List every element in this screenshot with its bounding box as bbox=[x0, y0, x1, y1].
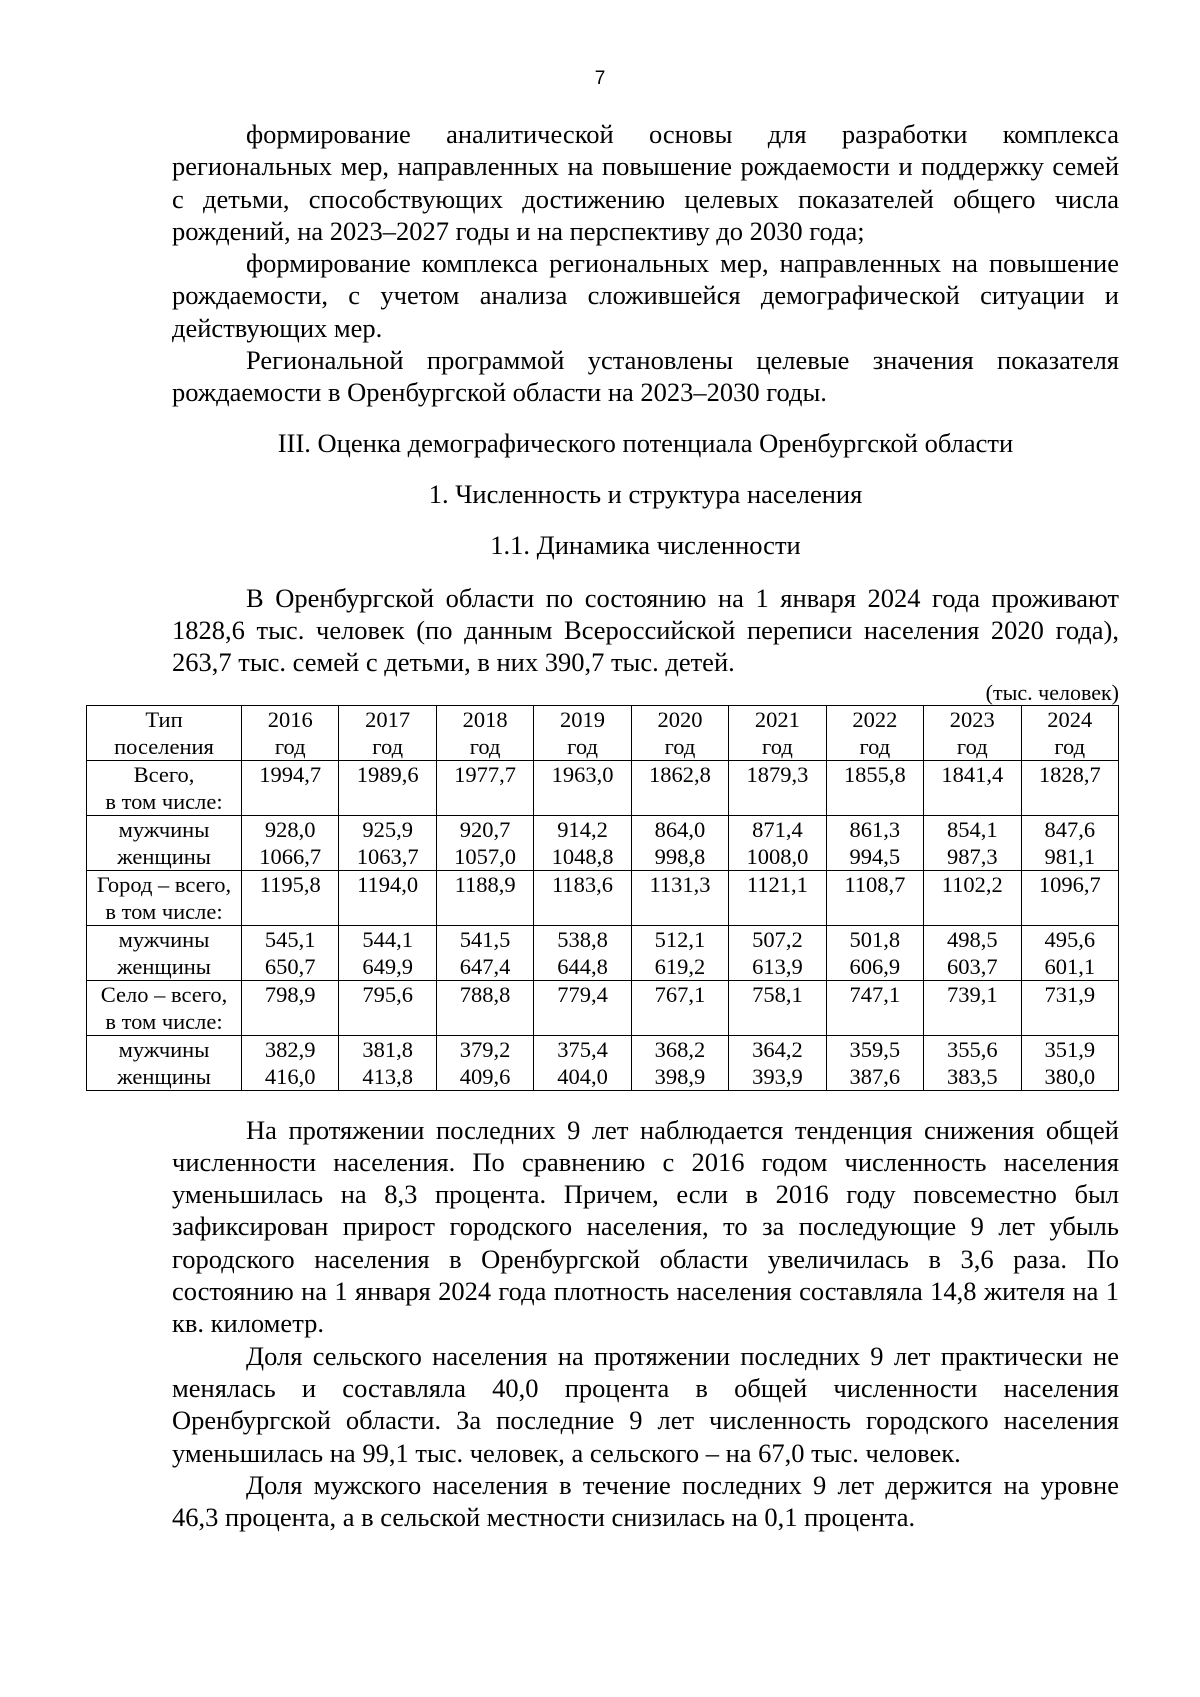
cell-value: 1121,1 bbox=[746, 871, 808, 897]
cell-value: 914,2 bbox=[557, 816, 608, 842]
table-cell bbox=[1021, 980, 1119, 1035]
table-cell bbox=[339, 1035, 436, 1090]
cell-value bbox=[343, 788, 431, 815]
row-label: мужчины bbox=[118, 816, 210, 842]
table-cell bbox=[826, 870, 923, 925]
header-cell-year bbox=[534, 705, 631, 760]
table-cell bbox=[1021, 870, 1119, 925]
cell-value: 1008,0 bbox=[746, 843, 809, 869]
paragraph-analytic-basis: формирование аналитической основы для разработки комплекса региональных мер, направленных на повышение рождаемости и поддержку семей с детьми, способствующих достижению целевых показателей общего числа рождений, на 2023–2027 годы и на перспективу до 2030 года; bbox=[172, 119, 1119, 246]
cell-value: 498,5 bbox=[946, 926, 998, 952]
header-year-suffix: год bbox=[956, 733, 988, 759]
row-label: в том числе: bbox=[105, 1008, 223, 1034]
row-label: в том числе: bbox=[105, 898, 223, 924]
cell-value bbox=[246, 1008, 334, 1035]
table-cell bbox=[729, 815, 826, 870]
cell-value: 1194,0 bbox=[357, 871, 419, 897]
cell-value: 647,4 bbox=[459, 953, 511, 979]
table-cell bbox=[924, 760, 1021, 815]
cell-value: 381,8 bbox=[362, 1036, 413, 1062]
cell-value: 1066,7 bbox=[259, 843, 322, 869]
header-year-suffix: год bbox=[1054, 733, 1086, 759]
cell-value: 994,5 bbox=[849, 843, 901, 869]
row-label: Всего, bbox=[133, 761, 195, 787]
cell-value: 1131,3 bbox=[649, 871, 711, 897]
cell-value: 538,8 bbox=[557, 926, 608, 952]
cell-value: 379,2 bbox=[459, 1036, 511, 1062]
cell-value: 998,8 bbox=[654, 843, 706, 869]
header-year-suffix: год bbox=[664, 733, 696, 759]
header-year-suffix: год bbox=[567, 733, 598, 759]
table-cell bbox=[534, 980, 631, 1035]
header-label-line-2: поселения bbox=[114, 733, 214, 759]
cell-value: 1828,7 bbox=[1038, 761, 1101, 787]
cell-value bbox=[1026, 788, 1115, 815]
header-cell-settlement-type bbox=[87, 705, 242, 760]
table-cell bbox=[436, 925, 533, 980]
cell-value: 925,9 bbox=[362, 816, 413, 842]
cell-value: 351,9 bbox=[1044, 1036, 1096, 1062]
table-cell bbox=[534, 870, 631, 925]
cell-value: 382,9 bbox=[264, 1036, 316, 1062]
cell-value: 864,0 bbox=[654, 816, 706, 842]
table-cell bbox=[339, 815, 436, 870]
table-cell bbox=[729, 925, 826, 980]
cell-value: 731,9 bbox=[1044, 981, 1096, 1007]
cell-value bbox=[246, 788, 334, 815]
cell-value: 359,5 bbox=[849, 1036, 901, 1062]
table-cell bbox=[631, 980, 728, 1035]
table-cell bbox=[826, 980, 923, 1035]
subsubsection-heading: 1.1. Динамика численности bbox=[490, 529, 801, 560]
table-cell bbox=[924, 815, 1021, 870]
table-row bbox=[87, 925, 1119, 980]
row-label: в том числе: bbox=[105, 788, 223, 814]
table-cell bbox=[436, 1035, 533, 1090]
table-cell bbox=[826, 815, 923, 870]
row-label-cell bbox=[87, 870, 242, 925]
table-cell bbox=[924, 1035, 1021, 1090]
cell-value: 1183,6 bbox=[552, 871, 614, 897]
header-year: 2024 bbox=[1047, 706, 1093, 732]
row-label-cell bbox=[87, 925, 242, 980]
cell-value: 987,3 bbox=[946, 843, 998, 869]
cell-value: 1057,0 bbox=[454, 843, 517, 869]
cell-value: 375,4 bbox=[557, 1036, 608, 1062]
table-cell bbox=[924, 870, 1021, 925]
table-cell bbox=[729, 980, 826, 1035]
cell-value: 739,1 bbox=[946, 981, 998, 1007]
cell-value: 644,8 bbox=[557, 953, 608, 979]
table-row bbox=[87, 980, 1119, 1035]
paragraph-male-share: Доля мужского населения в течение последних 9 лет держится на уровне 46,3 процента, а в сельской местности снизилась на 0,1 процента. bbox=[172, 1469, 1119, 1533]
cell-value: 650,7 bbox=[264, 953, 316, 979]
table-cell bbox=[729, 760, 826, 815]
cell-value: 747,1 bbox=[849, 981, 901, 1007]
cell-value: 355,6 bbox=[946, 1036, 998, 1062]
cell-value bbox=[343, 1008, 431, 1035]
table-row bbox=[87, 760, 1119, 815]
table-cell bbox=[1021, 1035, 1119, 1090]
cell-value: 1994,7 bbox=[259, 761, 322, 787]
table-cell bbox=[534, 760, 631, 815]
table-cell bbox=[242, 870, 339, 925]
header-year: 2019 bbox=[560, 706, 606, 732]
cell-value bbox=[441, 1008, 529, 1035]
table-cell bbox=[242, 1035, 339, 1090]
cell-value: 1048,8 bbox=[551, 843, 614, 869]
cell-value: 541,5 bbox=[459, 926, 511, 952]
paragraph-target-values: Региональной программой установлены целевые значения показателя рождаемости в Оренбургской области на 2023–2030 годы. bbox=[172, 345, 1119, 408]
cell-value: 501,8 bbox=[849, 926, 901, 952]
cell-value bbox=[636, 1008, 724, 1035]
table-cell bbox=[826, 925, 923, 980]
population-table bbox=[86, 705, 1119, 1091]
row-label-cell bbox=[87, 980, 242, 1035]
row-label-cell bbox=[87, 815, 242, 870]
table-cell bbox=[534, 815, 631, 870]
cell-value bbox=[928, 1008, 1016, 1035]
header-year-suffix: год bbox=[469, 733, 501, 759]
cell-value bbox=[538, 788, 626, 815]
header-year: 2018 bbox=[462, 706, 508, 732]
table-cell bbox=[534, 925, 631, 980]
cell-value: 758,1 bbox=[752, 981, 803, 1007]
cell-value: 1862,8 bbox=[649, 761, 711, 787]
row-label-cell bbox=[87, 1035, 242, 1090]
cell-value: 788,8 bbox=[459, 981, 511, 1007]
cell-value: 1108,7 bbox=[844, 871, 906, 897]
cell-value bbox=[928, 788, 1016, 815]
table-cell bbox=[729, 1035, 826, 1090]
cell-value bbox=[636, 788, 724, 815]
cell-value bbox=[733, 788, 821, 815]
section-heading: III. Оценка демографического потенциала Оренбургской области bbox=[277, 427, 1014, 458]
paragraph-population-intro: В Оренбургской области по состоянию на 1 января 2024 года проживают 1828,6 тыс. человек (по данным Всероссийской переписи населения 2020 года), 263,7 тыс. семей с детьми, в них 390,7 тыс. детей. bbox=[172, 582, 1119, 678]
cell-value: 767,1 bbox=[654, 981, 706, 1007]
cell-value: 416,0 bbox=[264, 1063, 316, 1089]
header-year: 2022 bbox=[852, 706, 898, 732]
header-year-suffix: год bbox=[859, 733, 891, 759]
table-cell bbox=[729, 870, 826, 925]
cell-value: 1102,2 bbox=[941, 871, 1003, 897]
cell-value: 364,2 bbox=[752, 1036, 803, 1062]
cell-value: 1855,8 bbox=[843, 761, 906, 787]
cell-value: 368,2 bbox=[654, 1036, 706, 1062]
table-cell bbox=[242, 980, 339, 1035]
header-year: 2021 bbox=[754, 706, 800, 732]
cell-value bbox=[441, 898, 529, 925]
cell-value: 920,7 bbox=[459, 816, 511, 842]
cell-value: 380,0 bbox=[1044, 1063, 1096, 1089]
cell-value: 507,2 bbox=[752, 926, 803, 952]
row-label-cell bbox=[87, 760, 242, 815]
table-cell bbox=[436, 760, 533, 815]
cell-value: 512,1 bbox=[654, 926, 706, 952]
table-row bbox=[87, 815, 1119, 870]
cell-value bbox=[831, 1008, 919, 1035]
cell-value: 1977,7 bbox=[454, 761, 517, 787]
cell-value: 847,6 bbox=[1044, 816, 1096, 842]
table-cell bbox=[631, 760, 728, 815]
row-label: мужчины bbox=[118, 926, 210, 952]
table-cell bbox=[826, 760, 923, 815]
cell-value bbox=[831, 788, 919, 815]
cell-value: 544,1 bbox=[362, 926, 413, 952]
table-row bbox=[87, 870, 1119, 925]
cell-value: 404,0 bbox=[557, 1063, 608, 1089]
cell-value: 495,6 bbox=[1044, 926, 1096, 952]
cell-value: 619,2 bbox=[654, 953, 706, 979]
cell-value bbox=[343, 898, 431, 925]
table-cell bbox=[924, 980, 1021, 1035]
table-cell bbox=[631, 870, 728, 925]
cell-value bbox=[733, 1008, 821, 1035]
header-year: 2023 bbox=[949, 706, 995, 732]
cell-value: 871,4 bbox=[752, 816, 803, 842]
header-cell-year bbox=[729, 705, 826, 760]
cell-value: 383,5 bbox=[946, 1063, 998, 1089]
cell-value: 603,7 bbox=[946, 953, 998, 979]
table-cell bbox=[631, 925, 728, 980]
table-cell bbox=[826, 1035, 923, 1090]
table-cell bbox=[436, 815, 533, 870]
row-label: женщины bbox=[117, 953, 211, 979]
table-cell bbox=[242, 815, 339, 870]
row-label: Село – всего, bbox=[100, 981, 228, 1007]
table-cell bbox=[631, 815, 728, 870]
cell-value: 928,0 bbox=[264, 816, 316, 842]
header-cell-year bbox=[631, 705, 728, 760]
table-cell bbox=[339, 760, 436, 815]
table-cell bbox=[436, 870, 533, 925]
paragraph-rural-share: Доля сельского населения на протяжении последних 9 лет практически не менялась и составляла 40,0 процента в общей численности населения Оренбургской области. За последние 9 лет численность городского населения уменьшилась на 99,1 тыс. человек, а сельского – на 67,0 тыс. человек. bbox=[172, 1340, 1119, 1468]
cell-value: 798,9 bbox=[264, 981, 316, 1007]
cell-value: 1063,7 bbox=[356, 843, 419, 869]
cell-value: 981,1 bbox=[1044, 843, 1096, 869]
table-cell bbox=[534, 1035, 631, 1090]
header-cell-year bbox=[924, 705, 1021, 760]
cell-value bbox=[636, 898, 724, 925]
table-header-row bbox=[87, 705, 1119, 760]
cell-value: 649,9 bbox=[362, 953, 413, 979]
cell-value bbox=[538, 898, 626, 925]
paragraph-population-trend: На протяжении последних 9 лет наблюдается тенденция снижения общей численности населения. По сравнению с 2016 годом численность населения уменьшилась на 8,3 процента. Причем, если в 2016 году повсеместно был зафиксирован прирост городского населения, то за последующие 9 лет убыль городского населения в Оренбургской области увеличилась в 3,6 раза. По состоянию на 1 января 2024 года плотность населения составляла 14,8 жителя на 1 кв. километр. bbox=[172, 1114, 1119, 1339]
header-year-suffix: год bbox=[372, 733, 404, 759]
table-cell bbox=[242, 760, 339, 815]
cell-value: 1963,0 bbox=[551, 761, 614, 787]
population-table-body bbox=[87, 705, 1119, 1090]
cell-value bbox=[246, 898, 334, 925]
row-label: женщины bbox=[117, 1063, 211, 1089]
cell-value: 1188,9 bbox=[454, 871, 516, 897]
document-body bbox=[96, 118, 1119, 1533]
header-year-suffix: год bbox=[762, 733, 793, 759]
cell-value: 861,3 bbox=[849, 816, 901, 842]
table-cell bbox=[339, 980, 436, 1035]
cell-value: 1195,8 bbox=[259, 871, 321, 897]
header-year: 2020 bbox=[657, 706, 703, 732]
cell-value: 779,4 bbox=[557, 981, 608, 1007]
cell-value: 413,8 bbox=[362, 1063, 413, 1089]
cell-value bbox=[441, 788, 529, 815]
cell-value: 545,1 bbox=[264, 926, 316, 952]
cell-value bbox=[1026, 1008, 1115, 1035]
header-year: 2017 bbox=[365, 706, 411, 732]
table-cell bbox=[924, 925, 1021, 980]
table-row bbox=[87, 1035, 1119, 1090]
table-unit-label: (тыс. человек) bbox=[985, 679, 1119, 705]
header-year: 2016 bbox=[267, 706, 313, 732]
row-label: мужчины bbox=[118, 1036, 210, 1062]
table-cell bbox=[339, 925, 436, 980]
cell-value: 1989,6 bbox=[356, 761, 419, 787]
cell-value: 1841,4 bbox=[941, 761, 1004, 787]
subsection-heading: 1. Численность и структура населения bbox=[428, 478, 863, 509]
header-year-suffix: год bbox=[274, 733, 306, 759]
cell-value: 387,6 bbox=[849, 1063, 901, 1089]
header-cell-year bbox=[339, 705, 436, 760]
header-cell-year bbox=[826, 705, 923, 760]
table-cell bbox=[1021, 925, 1119, 980]
cell-value: 1096,7 bbox=[1038, 871, 1101, 897]
cell-value bbox=[538, 1008, 626, 1035]
table-cell bbox=[1021, 815, 1119, 870]
header-cell-year bbox=[1021, 705, 1119, 760]
header-cell-year bbox=[242, 705, 339, 760]
table-cell bbox=[339, 870, 436, 925]
paragraph-measures-complex: формирование комплекса региональных мер, направленных на повышение рождаемости, с учетом анализа сложившейся демографической ситуации и действующих мер. bbox=[172, 248, 1119, 343]
cell-value: 393,9 bbox=[752, 1063, 803, 1089]
header-cell-year bbox=[436, 705, 533, 760]
cell-value: 613,9 bbox=[752, 953, 803, 979]
row-label: женщины bbox=[117, 843, 211, 869]
cell-value: 606,9 bbox=[849, 953, 901, 979]
cell-value: 601,1 bbox=[1044, 953, 1096, 979]
cell-value bbox=[733, 898, 821, 925]
cell-value: 409,6 bbox=[459, 1063, 511, 1089]
page-number: 7 bbox=[594, 68, 606, 89]
row-label: Город – всего, bbox=[96, 871, 232, 897]
cell-value: 854,1 bbox=[946, 816, 998, 842]
header-label-line-1: Тип bbox=[145, 706, 183, 732]
table-cell bbox=[242, 925, 339, 980]
cell-value bbox=[831, 898, 919, 925]
table-cell bbox=[1021, 760, 1119, 815]
cell-value: 795,6 bbox=[362, 981, 413, 1007]
cell-value bbox=[928, 898, 1016, 925]
cell-value: 1879,3 bbox=[746, 761, 809, 787]
cell-value: 398,9 bbox=[654, 1063, 706, 1089]
cell-value bbox=[1026, 898, 1115, 925]
table-cell bbox=[631, 1035, 728, 1090]
table-cell bbox=[436, 980, 533, 1035]
